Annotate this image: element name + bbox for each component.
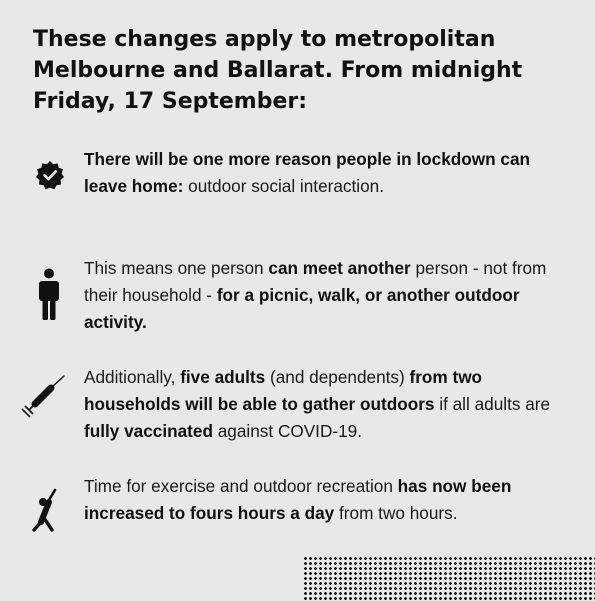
item-3-text-2: five adults xyxy=(180,367,266,387)
item-3-text-1: Additionally, xyxy=(84,367,181,387)
page-heading xyxy=(33,24,573,117)
item-exercise-hours-increased xyxy=(84,473,574,527)
item-3-text-3: (and dependents) xyxy=(265,367,410,387)
item-3-text-6: fully vaccinated xyxy=(84,421,213,441)
halftone-dot-pattern xyxy=(303,556,595,601)
item-2-text-4: for a picnic, walk, or another outdoor activity. xyxy=(84,285,520,332)
exercise-stretch-icon xyxy=(30,488,64,532)
verified-badge-icon xyxy=(35,160,65,190)
item-2-text-3: person - not from their household - xyxy=(84,258,547,305)
heading-line-2: Melbourne and Ballarat. From midnight xyxy=(33,58,523,83)
item-outdoor-social-interaction xyxy=(84,146,574,200)
item-1-text-2: outdoor social interaction. xyxy=(183,176,384,196)
item-2-text-1: This means one person xyxy=(84,258,269,278)
item-2-text-2: can meet another xyxy=(268,258,411,278)
item-4-text-1: Time for exercise and outdoor recreation xyxy=(84,476,398,496)
syringe-icon xyxy=(18,374,66,418)
item-five-adults-gather xyxy=(84,364,574,445)
item-4-text-3: from two hours. xyxy=(334,503,458,523)
item-3-text-5: if all adults are xyxy=(434,394,551,414)
item-4-text-2: has now been increased to fours hours a day xyxy=(84,476,512,523)
person-icon xyxy=(36,268,62,322)
heading-line-3: Friday, 17 September: xyxy=(33,89,308,114)
item-meet-another-person xyxy=(84,255,574,336)
item-1-text-1: There will be one more reason people in lockdown can leave home: xyxy=(84,149,531,196)
item-3-text-4: from two households will be able to gather outdoors xyxy=(84,367,483,414)
heading-line-1: These changes apply to metropolitan xyxy=(33,27,496,52)
item-3-text-7: against COVID-19. xyxy=(212,421,362,441)
